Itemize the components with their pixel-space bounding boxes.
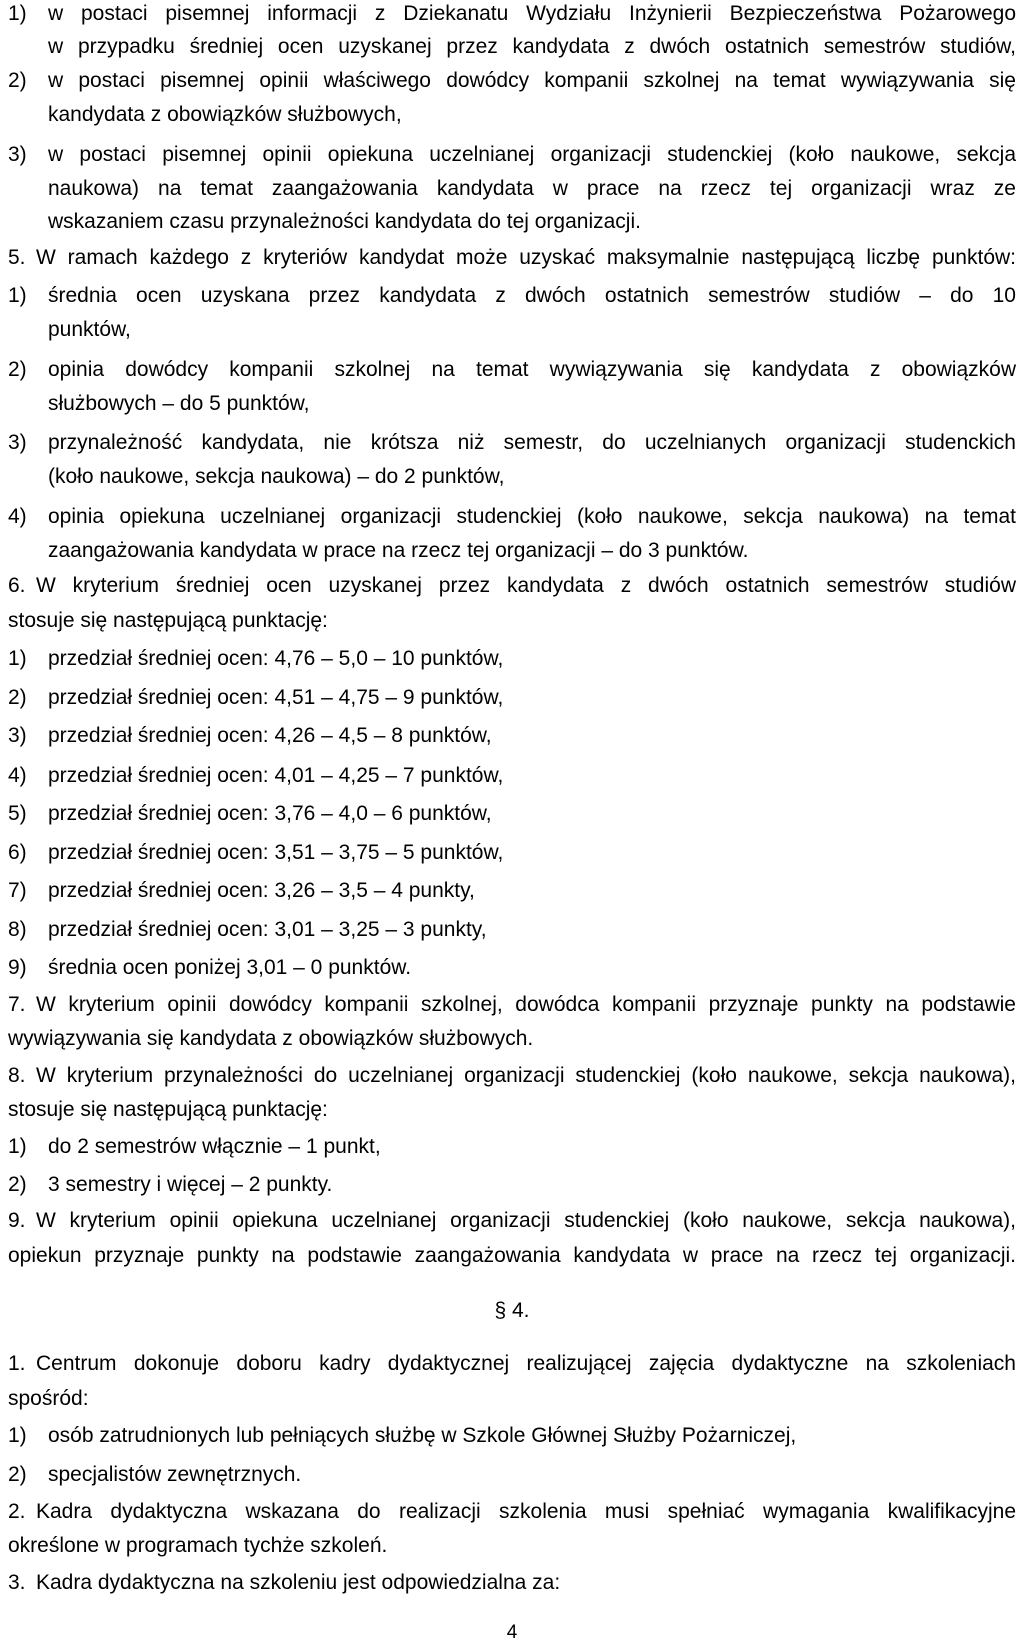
item-number: 9. xyxy=(8,1209,26,1232)
item-text: przedział średniej ocen: 3,76 – 4,0 – 6 punktów, xyxy=(48,802,492,825)
item-text: przynależność kandydata, nie krótsza niż semestr, do uczelnianych organizacji studenckich xyxy=(48,431,1016,454)
item-text: W kryterium średniej ocen uzyskanej przez kandydata z dwóch ostatnich semestrów studiów xyxy=(36,574,1016,597)
item-number: 7) xyxy=(8,879,27,902)
item-number: 1) xyxy=(8,1135,27,1158)
item-number: 5. xyxy=(8,246,26,269)
item-text: w postaci pisemnej opinii opiekuna uczelnianej organizacji studenckiej (koło naukowe, sekcja xyxy=(48,143,1016,166)
item-number: 5) xyxy=(8,802,27,825)
item-text: opinia dowódcy kompanii szkolnej na temat wywiązywania się kandydata z obowiązków xyxy=(48,358,1016,381)
item-number: 2. xyxy=(8,1500,26,1523)
item-text: średnia ocen poniżej 3,01 – 0 punktów. xyxy=(48,956,412,979)
item-text: specjalistów zewnętrznych. xyxy=(48,1463,302,1486)
item-text: W kryterium przynależności do uczelnianej organizacji studenckiej (koło naukowe, sekcja naukowa), xyxy=(36,1064,1016,1087)
item-number: 1) xyxy=(8,284,27,307)
item-text: Kadra dydaktyczna wskazana do realizacji szkolenia musi spełniać wymagania kwalifikacyjne xyxy=(36,1500,1016,1523)
item-text: kandydata z obowiązków służbowych, xyxy=(48,103,402,126)
item-text: przedział średniej ocen: 3,01 – 3,25 – 3 punkty, xyxy=(48,918,487,941)
item-text: przedział średniej ocen: 3,26 – 3,5 – 4 punkty, xyxy=(48,879,475,902)
item-text: zaangażowania kandydata w prace na rzecz tej organizacji – do 3 punktów. xyxy=(48,539,749,562)
item-text: W kryterium opinii opiekuna uczelnianej organizacji studenckiej (koło naukowe, sekcja naukowa), xyxy=(36,1209,1016,1232)
item-text: stosuje się następującą punktację: xyxy=(8,609,328,632)
item-text: określone w programach tychże szkoleń. xyxy=(8,1534,388,1557)
item-text: Centrum dokonuje doboru kadry dydaktycznej realizującej zajęcia dydaktyczne na szkoleniach xyxy=(36,1352,1016,1375)
item-number: 2) xyxy=(8,69,27,92)
item-text: przedział średniej ocen: 4,26 – 4,5 – 8 punktów, xyxy=(48,724,492,747)
item-text: opiekun przyznaje punkty na podstawie zaangażowania kandydata w prace na rzecz tej organizacji. xyxy=(8,1244,1016,1267)
item-text: punktów, xyxy=(48,318,131,341)
item-number: 2) xyxy=(8,358,27,381)
item-number: 1) xyxy=(8,1424,27,1447)
item-number: 8) xyxy=(8,918,27,941)
item-number: 3. xyxy=(8,1571,26,1594)
item-text: w postaci pisemnej informacji z Dziekanatu Wydziału Inżynierii Bezpieczeństwa Pożarowego xyxy=(48,2,1016,25)
item-text: przedział średniej ocen: 4,51 – 4,75 – 9 punktów, xyxy=(48,686,504,709)
item-number: 1) xyxy=(8,647,27,670)
item-text: osób zatrudnionych lub pełniących służbę w Szkole Głównej Służby Pożarniczej, xyxy=(48,1424,797,1447)
item-number: 9) xyxy=(8,956,27,979)
item-number: 3) xyxy=(8,431,27,454)
item-number: 2) xyxy=(8,686,27,709)
item-text: W ramach każdego z kryteriów kandydat może uzyskać maksymalnie następującą liczbę punktów: xyxy=(36,246,1016,269)
item-number: 8. xyxy=(8,1064,26,1087)
item-number: 4) xyxy=(8,505,27,528)
item-text: przedział średniej ocen: 3,51 – 3,75 – 5 punktów, xyxy=(48,841,504,864)
item-text: w postaci pisemnej opinii właściwego dowódcy kompanii szkolnej na temat wywiązywania się xyxy=(48,69,1016,92)
item-text: stosuje się następującą punktację: xyxy=(8,1098,328,1121)
item-text: do 2 semestrów włącznie – 1 punkt, xyxy=(48,1135,381,1158)
section-heading: § 4. xyxy=(494,1299,530,1322)
item-text: W kryterium opinii dowódcy kompanii szkolnej, dowódca kompanii przyznaje punkty na podstawie xyxy=(36,993,1016,1016)
item-number: 6) xyxy=(8,841,27,864)
item-text: Kadra dydaktyczna na szkoleniu jest odpowiedzialna za: xyxy=(36,1571,561,1594)
item-text: opinia opiekuna uczelnianej organizacji studenckiej (koło naukowe, sekcja naukowa) na temat xyxy=(48,505,1016,528)
item-text: spośród: xyxy=(8,1387,89,1410)
item-text: średnia ocen uzyskana przez kandydata z dwóch ostatnich semestrów studiów – do 10 xyxy=(48,284,1016,307)
item-number: 7. xyxy=(8,993,26,1016)
item-number: 4) xyxy=(8,764,27,787)
item-number: 3) xyxy=(8,143,27,166)
item-text: przedział średniej ocen: 4,76 – 5,0 – 10 punktów, xyxy=(48,647,504,670)
item-number: 1) xyxy=(8,2,27,25)
item-text: przedział średniej ocen: 4,01 – 4,25 – 7 punktów, xyxy=(48,764,504,787)
item-text: (koło naukowe, sekcja naukowa) – do 2 punktów, xyxy=(48,465,505,488)
page-number: 4 xyxy=(506,1622,518,1643)
item-number: 2) xyxy=(8,1173,27,1196)
item-number: 3) xyxy=(8,724,27,747)
item-number: 1. xyxy=(8,1352,26,1375)
item-text: 3 semestry i więcej – 2 punkty. xyxy=(48,1173,333,1196)
item-text: wskazaniem czasu przynależności kandydata do tej organizacji. xyxy=(48,210,641,233)
item-number: 2) xyxy=(8,1463,27,1486)
item-text: wywiązywania się kandydata z obowiązków służbowych. xyxy=(8,1027,534,1050)
item-text: służbowych – do 5 punktów, xyxy=(48,392,310,415)
item-text: naukowa) na temat zaangażowania kandydata w prace na rzecz tej organizacji wraz ze xyxy=(48,177,1016,200)
item-text: w przypadku średniej ocen uzyskanej przez kandydata z dwóch ostatnich semestrów studiów, xyxy=(48,35,1016,58)
item-number: 6. xyxy=(8,574,26,597)
